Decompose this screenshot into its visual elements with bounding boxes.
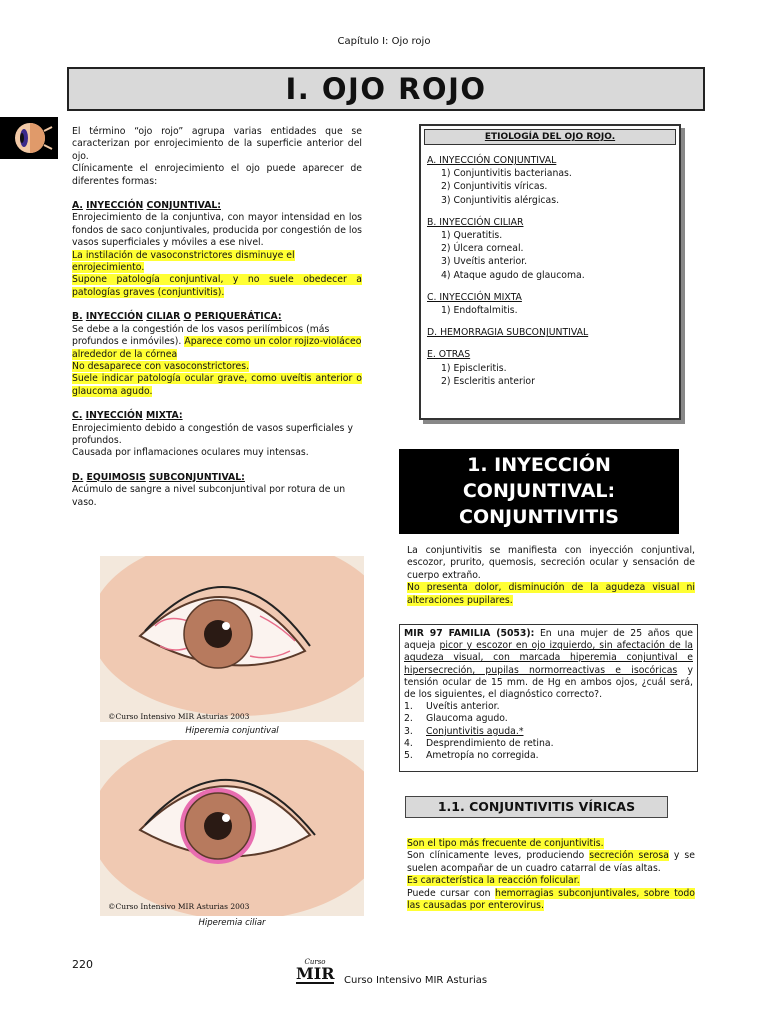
- sec-c-word1: INYECCIÓN: [85, 410, 143, 422]
- copyright-2: ©Curso Intensivo MIR Asturias 2003: [108, 902, 250, 911]
- chapter-title: I. OJO ROJO: [67, 67, 705, 111]
- etiology-a-item: 3) Conjuntivitis alérgicas.: [441, 194, 560, 206]
- option-text: Uveítis anterior.: [426, 701, 500, 713]
- question-tag: MIR 97 FAMILIA (5053):: [404, 628, 535, 639]
- footer-text: Curso Intensivo MIR Asturias: [344, 975, 488, 986]
- sec-a-hl1-text: La instilación de vasoconstrictores disminuye el enrojecimiento.: [72, 249, 295, 274]
- etiology-b: [427, 216, 673, 282]
- option-text: Desprendimiento de retina.: [426, 737, 554, 749]
- sec-c-body2: Causada por inflamaciones oculares muy intensas.: [72, 447, 309, 459]
- sec-c-letter: C.: [72, 410, 83, 422]
- intro-p2: Clínicamente el enrojecimiento el ojo puede aparecer de diferentes formas:: [72, 163, 362, 187]
- section1-title-l1: 1. INYECCIÓN: [467, 454, 611, 476]
- section11-text2: y se suelen acompañar de un cuadro catarral de vías altas.: [407, 850, 695, 874]
- etiology-b-heading: B. INYECCIÓN CILIAR: [427, 216, 524, 228]
- page-number: 220: [72, 958, 93, 971]
- section1-heading: [399, 449, 679, 534]
- sec-b-word3: O: [183, 311, 192, 323]
- option-number: 2.: [404, 713, 413, 725]
- etiology-c-item: 1) Endoftalmitis.: [441, 305, 518, 317]
- sec-b-hl3: Suele indicar patología ocular grave, como uveítis anterior o glaucoma agudo.: [72, 373, 362, 397]
- mir-logo: [296, 958, 334, 988]
- etiology-d-heading: D. HEMORRAGIA SUBCONJUNTIVAL: [427, 327, 589, 339]
- section11-hl3: Es característica la reacción folicular.: [407, 875, 580, 887]
- sec-d-word1: EQUIMOSIS: [86, 471, 146, 483]
- intro-p1: El término “ojo rojo” agrupa varias entidades que se caracterizan por enrojecimiento de la superficie anterior del ojo.: [72, 126, 362, 162]
- question-option: [404, 713, 693, 725]
- option-number: 3.: [404, 725, 413, 737]
- logo-small-text: Curso: [304, 958, 326, 966]
- etiology-a-item: 1) Conjuntivitis bacterianas.: [441, 168, 572, 180]
- section11-hl2: secreción serosa: [589, 850, 669, 862]
- sec-a-heading: [72, 200, 362, 212]
- copyright-1: ©Curso Intensivo MIR Asturias 2003: [108, 712, 250, 721]
- option-text: Glaucoma agudo.: [426, 713, 508, 725]
- section11-hl3-row: [407, 875, 695, 887]
- sec-b-word2: CILIAR: [146, 311, 181, 323]
- running-title: Capítulo I: Ojo rojo: [337, 36, 431, 47]
- section1-paragraph: La conjuntivitis se manifiesta con inyección conjuntival, escozor, prurito, quemosis, secreción ocular y sensación de cuerpo extraño.: [407, 545, 695, 581]
- sec-c-heading: [72, 410, 362, 422]
- sec-d-heading: [72, 472, 362, 484]
- sec-b-hl3-row: [72, 373, 362, 398]
- question-underlined: picor y escozor en ojo izquierdo, sin afectación de la agudeza visual, con marcada hiperemia conjuntival e hipersecreción, pupilas normorreactivas e isocóricas: [404, 640, 693, 676]
- section1-hl-row: [407, 582, 695, 607]
- question-option: [404, 701, 693, 713]
- section1-highlight: No presenta dolor, disminución de la agudeza visual ni alteraciones pupilares.: [407, 582, 695, 606]
- logo-big-text: MIR: [296, 964, 335, 983]
- sec-a-hl2: [72, 274, 362, 299]
- eye-illustration-1: [100, 556, 364, 722]
- etiology-e-item: 2) Escleritis anterior: [441, 375, 535, 387]
- section1-title-l2: CONJUNTIVAL:: [462, 480, 616, 502]
- etiology-d: [427, 326, 673, 339]
- sec-a-letter: A.: [72, 200, 83, 212]
- option-number: 1.: [404, 701, 413, 713]
- sec-b-letter: B.: [72, 311, 83, 323]
- sec-c-word2: MIXTA:: [145, 410, 183, 422]
- section11-body: [407, 838, 695, 912]
- etiology-e-item: 1) Episcleritis.: [441, 362, 507, 374]
- option-number: 4.: [404, 737, 413, 749]
- sec-a-word2: CONJUNTIVAL:: [146, 200, 222, 212]
- etiology-b-item: 4) Ataque agudo de glaucoma.: [441, 269, 585, 281]
- sec-d-body: Acúmulo de sangre a nivel subconjuntival por rotura de un vaso.: [72, 484, 346, 508]
- eye-icon: [0, 117, 58, 159]
- sec-a-word1: INYECCIÓN: [86, 200, 144, 212]
- etiology-a-heading: A. INYECCIÓN CONJUNTIVAL: [427, 155, 557, 166]
- sec-a-body: Enrojecimiento de la conjuntiva, con mayor intensidad en los fondos de saco conjuntivales, producida por congestión de los vasos superficiales y móviles a ese nivel.: [72, 212, 362, 249]
- section11-heading: 1.1. CONJUNTIVITIS VÍRICAS: [405, 796, 668, 818]
- etiology-c: [427, 291, 673, 317]
- etiology-title: ETIOLOGÍA DEL OJO ROJO.: [424, 129, 676, 145]
- question-stem: [404, 628, 693, 701]
- section11-hl1: Son el tipo más frecuente de conjuntivitis.: [407, 838, 604, 849]
- sec-b-heading: [72, 311, 362, 323]
- option-number: 5.: [404, 750, 413, 762]
- sec-b-word4: PERIQUERÁTICA:: [194, 311, 282, 323]
- option-text: Ametropía no corregida.: [426, 750, 539, 762]
- question-option: [404, 726, 693, 738]
- left-column: [72, 126, 362, 509]
- sec-b-body: [72, 324, 362, 361]
- eye-illustration-2: [100, 740, 364, 916]
- etiology-a: [427, 154, 673, 207]
- question-option: [404, 738, 693, 750]
- sec-d-letter: D.: [72, 471, 84, 483]
- section1-body: [407, 545, 695, 607]
- figure-conjunctival: [100, 556, 364, 722]
- etiology-b-item: 1) Queratitis.: [441, 230, 503, 242]
- sec-b-hl1: Aparece como un color rojizo-violáceo alrededor de la córnea: [72, 336, 362, 360]
- sec-a-hl1: [72, 250, 362, 275]
- caption-ciliar: Hiperemia ciliar: [198, 918, 266, 928]
- figure-ciliar: [100, 740, 364, 916]
- etiology-body: [421, 148, 679, 403]
- etiology-e-heading: E. OTRAS: [427, 349, 471, 361]
- question-text1: En una mujer de 25 años que aqueja: [404, 628, 693, 652]
- etiology-box: [419, 124, 681, 420]
- sec-b-body-text: Se debe a la congestión de los vasos perilímbicos (más profundos e inmóviles).: [72, 323, 330, 348]
- option-text-correct: Conjuntivitis aguda.*: [426, 725, 524, 737]
- section11-p2: [407, 888, 695, 913]
- caption-conjuntival: Hiperemia conjuntival: [185, 726, 279, 736]
- mir-question-box: [399, 624, 698, 772]
- etiology-b-item: 3) Uveítis anterior.: [441, 256, 528, 268]
- etiology-c-heading: C. INYECCIÓN MIXTA: [427, 291, 522, 303]
- section11-hl4: hemorragias subconjuntivales, sobre todo las causadas por enterovirus.: [407, 887, 695, 912]
- etiology-e: [427, 348, 673, 388]
- sec-b-hl2: No desaparece con vasoconstrictores.: [72, 360, 250, 372]
- etiology-b-item: 2) Úlcera corneal.: [441, 243, 524, 255]
- section11-text3: Puede cursar con: [407, 887, 491, 899]
- sec-a-hl2-text: Supone patología conjuntival, y no suele obedecer a patologías graves (conjuntivitis).: [72, 274, 362, 298]
- sec-b-hl2-row: [72, 361, 362, 373]
- question-text2: y tensión ocular de 15 mm. de Hg en ambos ojos, ¿cuál será, de los siguientes, el diagnóstico correcto?.: [404, 664, 693, 701]
- etiology-a-item: 2) Conjuntivitis víricas.: [441, 181, 548, 193]
- section11-p1: [407, 850, 695, 875]
- section11-text1: Son clínicamente leves, produciendo: [407, 850, 585, 862]
- sec-d-word2: SUBCONJUNTIVAL:: [149, 471, 245, 483]
- sec-b-word1: INYECCIÓN: [85, 311, 143, 323]
- question-option: [404, 750, 693, 762]
- sec-c-body1: Enrojecimiento debido a congestión de vasos superficiales y profundos.: [72, 422, 353, 446]
- section11-hl1-row: [407, 838, 695, 850]
- section1-title-l3: CONJUNTIVITIS: [459, 506, 619, 528]
